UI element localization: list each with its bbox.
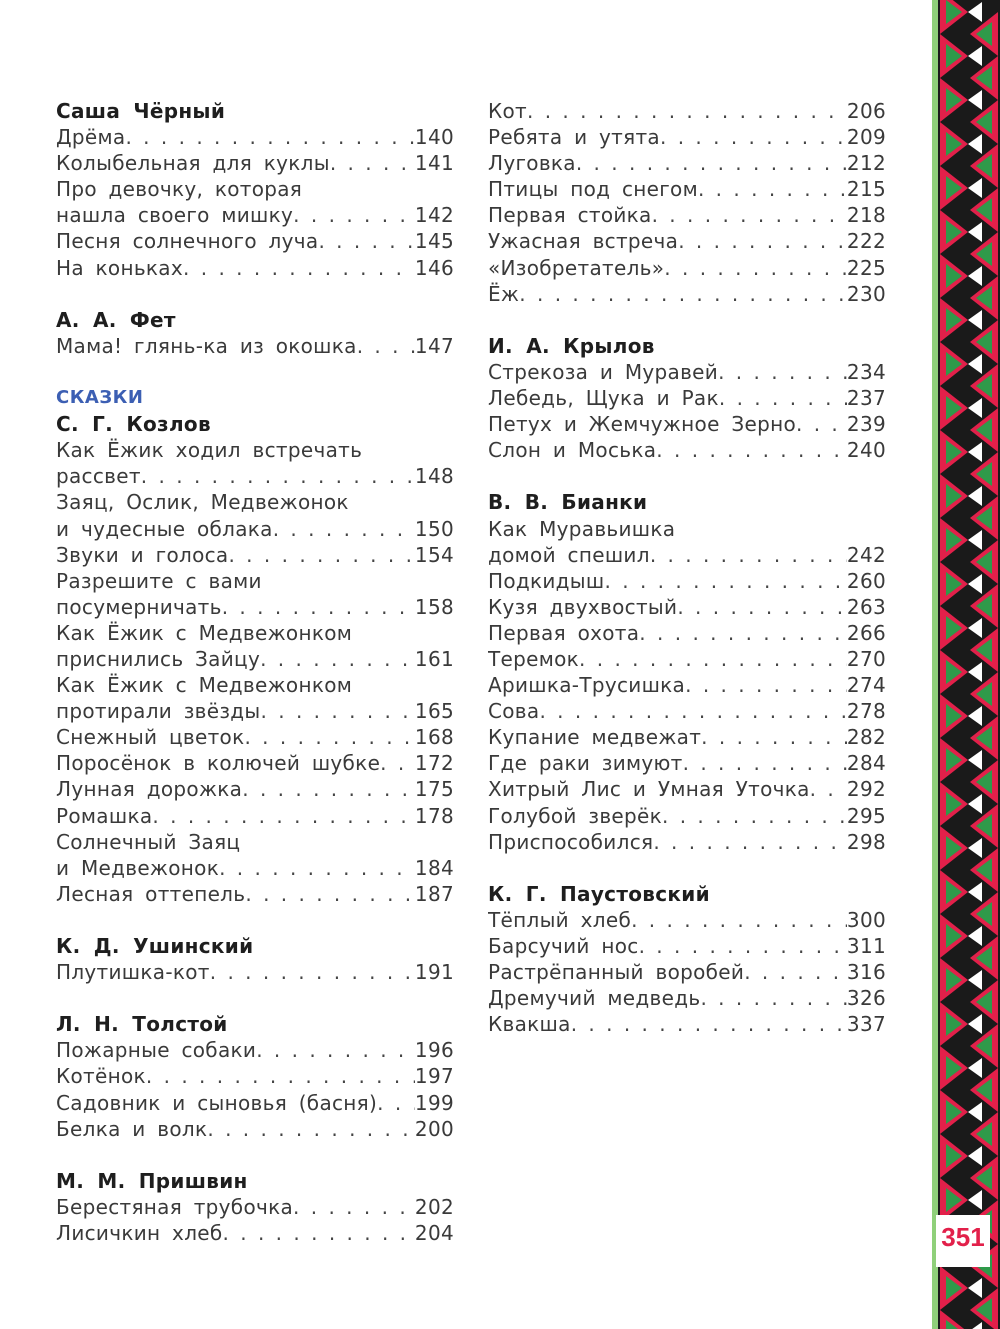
toc-entry[interactable] [488, 698, 886, 724]
toc-entry-title: и чудесные облака [56, 516, 273, 541]
dot-leader [539, 698, 846, 724]
dot-leader [605, 568, 847, 594]
dot-leader [579, 646, 847, 672]
toc-entry[interactable] [56, 202, 454, 228]
spacer [488, 307, 886, 333]
toc-entry-page: 316 [846, 960, 886, 985]
dot-leader [141, 463, 415, 489]
toc-right-column [488, 98, 886, 1037]
dot-leader [260, 646, 415, 672]
dot-leader [700, 985, 846, 1011]
toc-entry-page: 204 [414, 1221, 454, 1246]
toc-entry[interactable] [56, 150, 454, 176]
toc-entry[interactable] [56, 646, 454, 672]
toc-entry[interactable] [56, 228, 454, 254]
dot-leader [527, 98, 847, 124]
toc-entry-page: 222 [846, 229, 886, 254]
dot-leader [683, 750, 847, 776]
toc-entry-page: 337 [846, 1012, 886, 1037]
toc-entry-page: 141 [414, 151, 454, 176]
toc-entry-title: Первая стойка [488, 203, 652, 228]
dot-leader [639, 620, 847, 646]
dot-leader [650, 542, 847, 568]
dot-leader [152, 803, 415, 829]
section-heading: СКАЗКИ [56, 387, 144, 409]
toc-entry[interactable] [56, 1194, 454, 1220]
toc-entry[interactable] [488, 176, 886, 202]
dot-leader [293, 202, 415, 228]
author-heading: С. Г. Козлов [56, 412, 211, 437]
toc-entry-title: Лесная оттепель [56, 881, 246, 906]
toc-entry-page: 142 [414, 203, 454, 228]
dot-leader [219, 855, 415, 881]
author-heading: Л. Н. Толстой [56, 1012, 228, 1037]
dot-leader [261, 698, 415, 724]
dot-leader [796, 411, 847, 437]
dot-leader [631, 907, 847, 933]
toc-entry[interactable] [56, 855, 454, 881]
toc-entry-title: Голубой зверёк [488, 803, 662, 828]
toc-entry[interactable] [56, 776, 454, 802]
toc-entry[interactable] [56, 724, 454, 750]
toc-entry-title: Лебедь, Щука и Рак [488, 386, 719, 411]
toc-entry[interactable] [488, 829, 886, 855]
toc-entry-page: 187 [414, 881, 454, 906]
toc-entry-title: Подкидыш [488, 568, 605, 593]
toc-entry-page: 146 [414, 255, 454, 280]
toc-entry[interactable] [56, 255, 454, 281]
toc-entry-title: Аришка-Трусишка [488, 673, 686, 698]
toc-entry-page: 234 [846, 359, 886, 384]
toc-entry-page: 215 [846, 177, 886, 202]
page-number: 351 [941, 1222, 985, 1252]
toc-entry[interactable] [488, 281, 886, 307]
toc-entry-title: Луговка [488, 151, 576, 176]
toc-entry[interactable] [488, 750, 886, 776]
toc-entry-title: Плутишка-кот [56, 960, 210, 985]
toc-entry[interactable] [56, 1037, 454, 1063]
toc-title-line: Как Ёжик с Медвежонком [56, 673, 353, 698]
dot-leader [228, 542, 414, 568]
toc-entry-page: 270 [846, 646, 886, 671]
toc-entry-title: Ужасная встреча [488, 229, 679, 254]
toc-entry-title: Берестяная трубочка [56, 1194, 294, 1219]
dot-leader [330, 150, 415, 176]
toc-title-line: Солнечный Заяц [56, 829, 241, 854]
spacer [56, 985, 454, 1011]
toc-entry[interactable] [488, 124, 886, 150]
dot-leader [273, 516, 415, 542]
toc-entry[interactable] [56, 1116, 454, 1142]
toc-entry-title: Хитрый Лис и Умная Уточка [488, 777, 810, 802]
toc-entry-page: 202 [414, 1194, 454, 1219]
toc-entry-title: посумерничать [56, 594, 222, 619]
author-heading: К. Г. Паустовский [488, 881, 710, 906]
toc-entry-page: 295 [846, 803, 886, 828]
toc-entry[interactable] [488, 724, 886, 750]
toc-entry-title: домой спешил [488, 542, 650, 567]
toc-entry[interactable] [488, 985, 886, 1011]
toc-entry-title: Барсучий нос [488, 934, 639, 958]
dot-leader [744, 959, 847, 985]
toc-entry-page: 191 [414, 960, 454, 985]
toc-entry-page: 260 [846, 568, 886, 593]
toc-entry[interactable] [488, 98, 886, 124]
toc-entry-page: 168 [414, 725, 454, 750]
toc-entry-title: Дремучий медведь [488, 986, 701, 1011]
toc-entry-page: 266 [846, 620, 886, 645]
toc-entry-page: 326 [846, 986, 886, 1011]
dot-leader [664, 255, 847, 281]
author-heading: И. А. Крылов [488, 333, 655, 358]
dot-leader [662, 803, 847, 829]
dot-leader [183, 255, 415, 281]
toc-entry-title: Сова [488, 699, 540, 724]
toc-entry-title: Пожарные собаки [56, 1038, 257, 1063]
toc-entry-page: 175 [414, 777, 454, 802]
dot-leader [678, 228, 847, 254]
toc-entry-page: 284 [846, 751, 886, 776]
dot-leader [242, 776, 415, 802]
dot-leader [125, 124, 414, 150]
dot-leader [656, 437, 847, 463]
toc-entry-page: 242 [846, 542, 886, 567]
toc-title-line: Про девочку, которая [56, 177, 303, 202]
toc-entry-page: 140 [414, 125, 454, 150]
toc-entry-page: 263 [846, 594, 886, 619]
author-heading: Саша Чёрный [56, 99, 226, 123]
dot-leader [519, 281, 847, 307]
toc-entry-page: 240 [846, 438, 886, 463]
dot-leader [223, 1220, 415, 1246]
toc-entry-title: Лисичкин хлеб [56, 1221, 223, 1246]
author-heading: В. В. Бианки [488, 490, 648, 515]
toc-entry[interactable] [488, 542, 886, 568]
toc-entry-page: 209 [846, 125, 886, 150]
toc-entry-page: 178 [414, 803, 454, 828]
toc-entry-page: 172 [414, 751, 454, 776]
toc-entry-title: Ёж [488, 281, 520, 306]
dot-leader [244, 724, 414, 750]
toc-entry-page: 147 [414, 333, 454, 358]
toc-entry-title: Квакша [488, 1012, 571, 1037]
toc-entry-page: 300 [846, 907, 886, 932]
dot-leader [639, 933, 847, 959]
toc-entry[interactable] [56, 463, 454, 489]
toc-entry-page: 184 [414, 855, 454, 880]
dot-leader [146, 1063, 415, 1089]
toc-entry-page: 158 [414, 594, 454, 619]
toc-entry[interactable] [56, 516, 454, 542]
toc-entry-title: Садовник и сыновья (басня) [56, 1090, 378, 1115]
toc-entry-title: Птицы под снегом [488, 177, 698, 202]
toc-entry[interactable] [488, 646, 886, 672]
toc-title-line: Как Муравьишка [488, 516, 676, 541]
toc-entry[interactable] [488, 1011, 886, 1037]
dot-leader [377, 1090, 415, 1116]
toc-entry-title: Стрекоза и Муравей [488, 359, 719, 384]
author-heading: М. М. Пришвин [56, 1168, 248, 1193]
border-edge [932, 0, 938, 1329]
toc-entry-title: Тёплый хлеб [488, 907, 632, 932]
toc-entry-page: 298 [846, 829, 886, 854]
toc-entry-title: Кузя двухвостый [488, 594, 678, 619]
toc-entry-title: Где раки зимуют [488, 751, 683, 776]
toc-entry[interactable] [488, 228, 886, 254]
toc-entry-title: Растрёпанный воробей [488, 960, 745, 985]
toc-entry-page: 200 [414, 1116, 454, 1141]
toc-entry[interactable] [488, 411, 886, 437]
dot-leader [245, 881, 415, 907]
toc-entry-page: 196 [414, 1038, 454, 1063]
dot-leader [380, 750, 415, 776]
dot-leader [677, 594, 847, 620]
toc-entry-page: 165 [414, 699, 454, 724]
toc-entry[interactable] [488, 359, 886, 385]
dot-leader [719, 385, 847, 411]
toc-entry-title: Кот [488, 99, 527, 123]
toc-entry[interactable] [56, 594, 454, 620]
toc-entry[interactable] [488, 255, 886, 281]
toc-entry-page: 218 [846, 203, 886, 228]
dot-leader [571, 1011, 847, 1037]
toc-entry-title: Купание медвежат [488, 725, 702, 750]
toc-entry[interactable] [488, 803, 886, 829]
toc-entry[interactable] [56, 1063, 454, 1089]
spacer [56, 281, 454, 307]
toc-entry[interactable] [56, 881, 454, 907]
toc-entry-title: Приспособился [488, 829, 654, 854]
toc-entry-title: Ребята и утята [488, 125, 660, 150]
toc-entry-title: Колыбельная для куклы [56, 151, 330, 176]
toc-entry-title: Петух и Жемчужное Зерно [488, 412, 796, 437]
toc-title-line: Как Ёжик ходил встречать [56, 438, 363, 463]
toc-entry-page: 206 [846, 99, 886, 123]
spacer [488, 463, 886, 489]
toc-entry-title: Поросёнок в колючей шубке [56, 751, 381, 776]
toc-entry-title: Теремок [488, 646, 580, 671]
dot-leader [660, 124, 847, 150]
toc-entry-title: Лунная дорожка [56, 777, 243, 802]
toc-left-column [56, 98, 454, 1246]
toc-entry-title: Первая охота [488, 620, 640, 645]
toc-entry[interactable] [56, 803, 454, 829]
toc-entry[interactable] [488, 437, 886, 463]
toc-entry[interactable] [488, 202, 886, 228]
toc-entry-title: Мама! глянь-ка из окошка [56, 333, 357, 358]
toc-entry-title: Белка и волк [56, 1116, 208, 1141]
toc-entry[interactable] [488, 907, 886, 933]
dot-leader [810, 776, 847, 802]
toc-entry-title: «Изобретатель» [488, 255, 665, 280]
spacer [56, 359, 454, 385]
toc-entry[interactable] [488, 150, 886, 176]
toc-entry-title: Дрёма [56, 125, 126, 150]
toc-title-line: Разрешите с вами [56, 568, 262, 593]
toc-entry[interactable] [56, 750, 454, 776]
toc-entry-title: Снежный цветок [56, 725, 245, 750]
spacer [56, 1142, 454, 1168]
toc-title-line: Заяц, Ослик, Медвежонок [56, 490, 349, 515]
author-heading: К. Д. Ушинский [56, 934, 254, 958]
toc-entry-page: 237 [846, 386, 886, 411]
toc-entry[interactable] [488, 568, 886, 594]
toc-entry-page: 292 [846, 777, 886, 802]
toc-entry-page: 150 [414, 516, 454, 541]
toc-entry-page: 311 [846, 934, 886, 958]
spacer [56, 907, 454, 933]
author-heading: А. А. Фет [56, 307, 176, 332]
toc-entry-title: рассвет [56, 464, 141, 489]
dot-leader [698, 176, 847, 202]
dot-leader [576, 150, 847, 176]
toc-entry[interactable] [488, 594, 886, 620]
toc-entry[interactable] [56, 1220, 454, 1246]
toc-entry-page: 199 [414, 1090, 454, 1115]
toc-entry[interactable] [488, 933, 886, 959]
dot-leader [653, 829, 847, 855]
toc-entry[interactable] [56, 124, 454, 150]
toc-entry-title: приснились Зайцу [56, 646, 261, 671]
toc-entry-title: Слон и Моська [488, 438, 657, 463]
toc-entry[interactable] [488, 959, 886, 985]
dot-leader [652, 202, 847, 228]
dot-leader [222, 594, 415, 620]
toc-entry-title: протирали звёзды [56, 699, 261, 724]
toc-entry-page: 145 [414, 229, 454, 254]
toc-entry-page: 148 [414, 464, 454, 489]
toc-entry-title: Песня солнечного луча [56, 229, 319, 254]
dot-leader [256, 1037, 415, 1063]
dot-leader [701, 724, 847, 750]
dot-leader [210, 959, 415, 985]
toc-entry[interactable] [56, 1090, 454, 1116]
dot-leader [318, 228, 414, 254]
toc-entry[interactable] [488, 385, 886, 411]
toc-entry-title: Звуки и голоса [56, 542, 229, 567]
toc-entry-title: и Медвежонок [56, 855, 220, 880]
spacer [488, 855, 886, 881]
dot-leader [685, 672, 847, 698]
toc-entry-page: 212 [846, 151, 886, 176]
toc-entry-page: 154 [414, 542, 454, 567]
toc-entry[interactable] [56, 698, 454, 724]
ornamental-border [932, 0, 1000, 1329]
toc-entry[interactable] [56, 542, 454, 568]
toc-entry[interactable] [56, 333, 454, 359]
toc-entry-page: 278 [846, 699, 886, 724]
toc-entry-page: 197 [414, 1064, 454, 1089]
toc-entry-page: 161 [414, 646, 454, 671]
dot-leader [207, 1116, 415, 1142]
dot-leader [718, 359, 847, 385]
toc-entry-page: 225 [846, 255, 886, 280]
toc-entry-title: На коньках [56, 255, 184, 280]
toc-entry[interactable] [56, 959, 454, 985]
toc-title-line: Как Ёжик с Медвежонком [56, 620, 353, 645]
toc-entry-page: 274 [846, 673, 886, 698]
toc-entry-page: 239 [846, 412, 886, 437]
toc-entry-page: 230 [846, 281, 886, 306]
dot-leader [293, 1194, 415, 1220]
toc-entry[interactable] [488, 620, 886, 646]
toc-entry-title: нашла своего мишку [56, 203, 294, 228]
toc-entry-title: Ромашка [56, 803, 153, 828]
toc-entry-page: 282 [846, 725, 886, 750]
toc-entry[interactable] [488, 776, 886, 802]
dot-leader [357, 333, 415, 359]
toc-entry-title: Котёнок [56, 1064, 146, 1089]
toc-entry[interactable] [488, 672, 886, 698]
